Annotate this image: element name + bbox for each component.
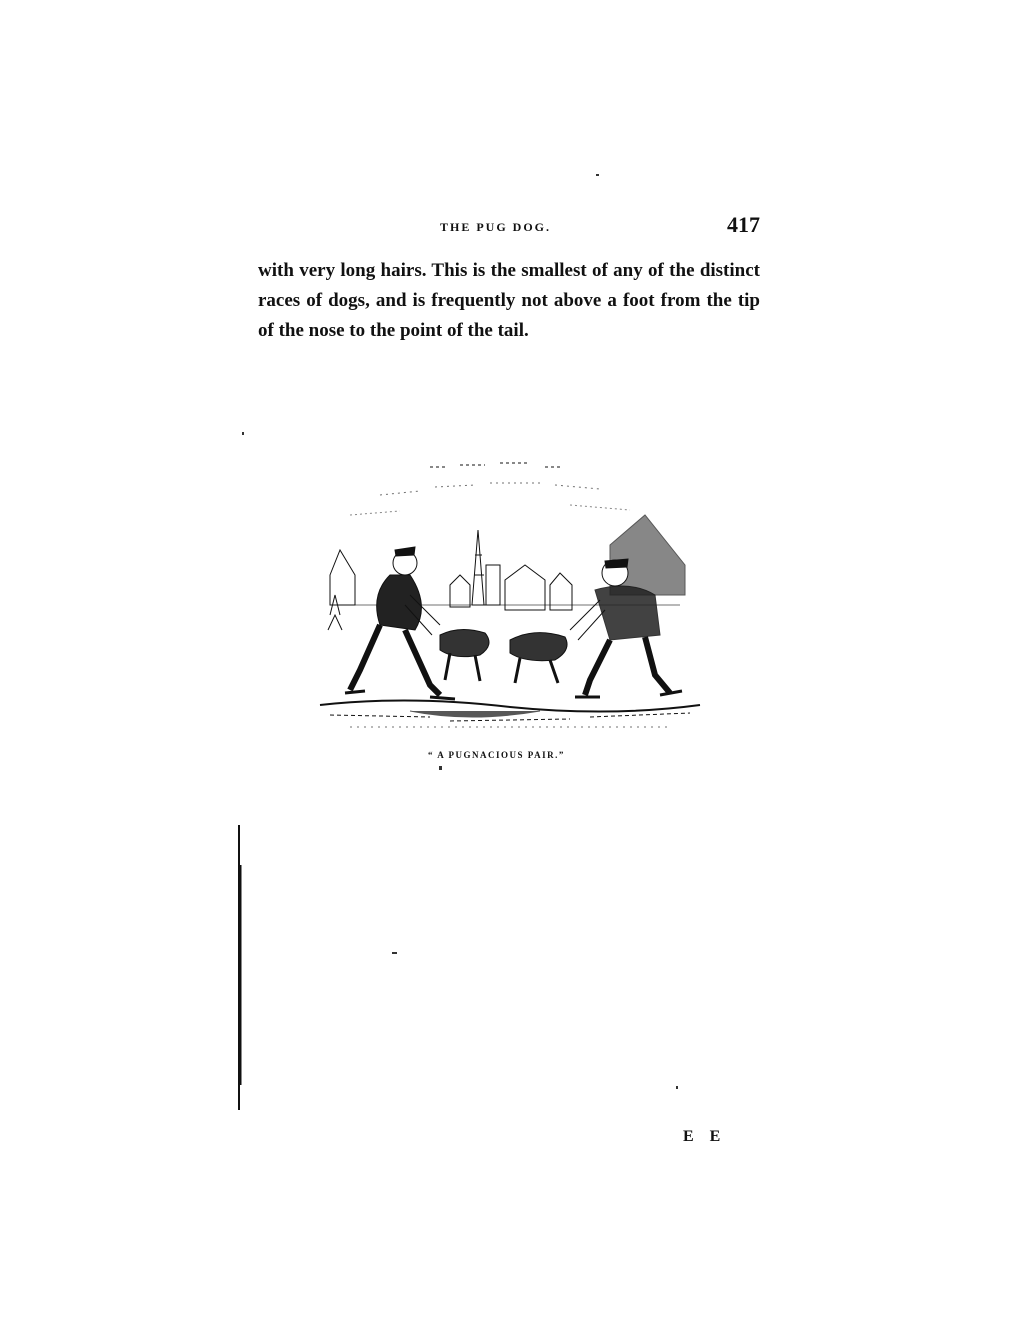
running-head: [260, 212, 760, 242]
scan-speck: [439, 766, 442, 770]
signature-mark: E E: [683, 1128, 727, 1145]
scan-edge-line: [237, 825, 242, 1110]
body-paragraph: with very long hairs. This is the smallest of any of the distinct races of dogs, and is frequently not above a foot from the tip of the nose to the point of the tail.: [258, 260, 760, 341]
page-number: 417: [727, 212, 760, 237]
scan-speck: [676, 1086, 678, 1089]
engraving-illustration: [310, 455, 710, 740]
scan-speck: [392, 952, 397, 954]
illustration-caption: “ A PUGNACIOUS PAIR.”: [428, 750, 565, 760]
scan-speck: [596, 174, 599, 176]
running-title: THE PUG DOG.: [440, 220, 552, 234]
scan-speck: [242, 432, 244, 435]
